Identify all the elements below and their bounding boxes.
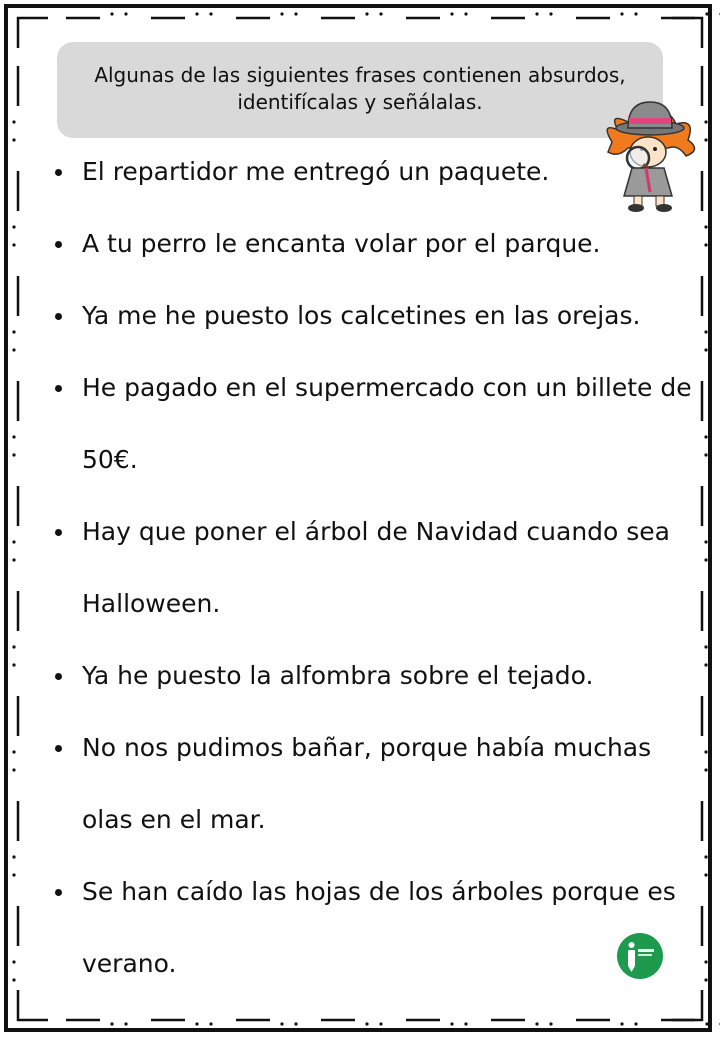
- instruction-line-2: identifícalas y señálalas.: [237, 90, 483, 114]
- sentence-text: 50€.: [82, 445, 138, 474]
- sentence-text: No nos pudimos bañar, porque había muchas: [82, 733, 652, 762]
- instruction-line-1: Algunas de las siguientes frases contienen absurdos,: [94, 63, 626, 87]
- bullet-icon: [55, 889, 62, 896]
- sentence-text: Se han caído las hojas de los árboles porque es: [82, 877, 676, 906]
- bullet-icon: [55, 241, 62, 248]
- sentence-text: olas en el mar.: [82, 805, 266, 834]
- bullet-icon: [55, 529, 62, 536]
- bullet-icon: [55, 169, 62, 176]
- sentence-text: Hay que poner el árbol de Navidad cuando sea: [82, 517, 671, 546]
- sentence-text: verano.: [82, 949, 177, 978]
- instruction-box: [57, 42, 663, 138]
- sentence-text: A tu perro le encanta volar por el parque.: [82, 229, 601, 258]
- bullet-icon: [55, 745, 62, 752]
- bullet-icon: [55, 673, 62, 680]
- bullet-icon: [55, 313, 62, 320]
- sentence-text: Ya he puesto la alfombra sobre el tejado.: [82, 661, 594, 690]
- sentence-text: El repartidor me entregó un paquete.: [82, 157, 550, 186]
- bullet-icon: [55, 385, 62, 392]
- sentence-text: He pagado en el supermercado con un billete de: [82, 373, 692, 402]
- sentence-text: Ya me he puesto los calcetines en las orejas.: [82, 301, 641, 330]
- detective-mascot-icon: [598, 92, 702, 214]
- sentence-text: Halloween.: [82, 589, 221, 618]
- pencil-logo-icon: [616, 932, 664, 980]
